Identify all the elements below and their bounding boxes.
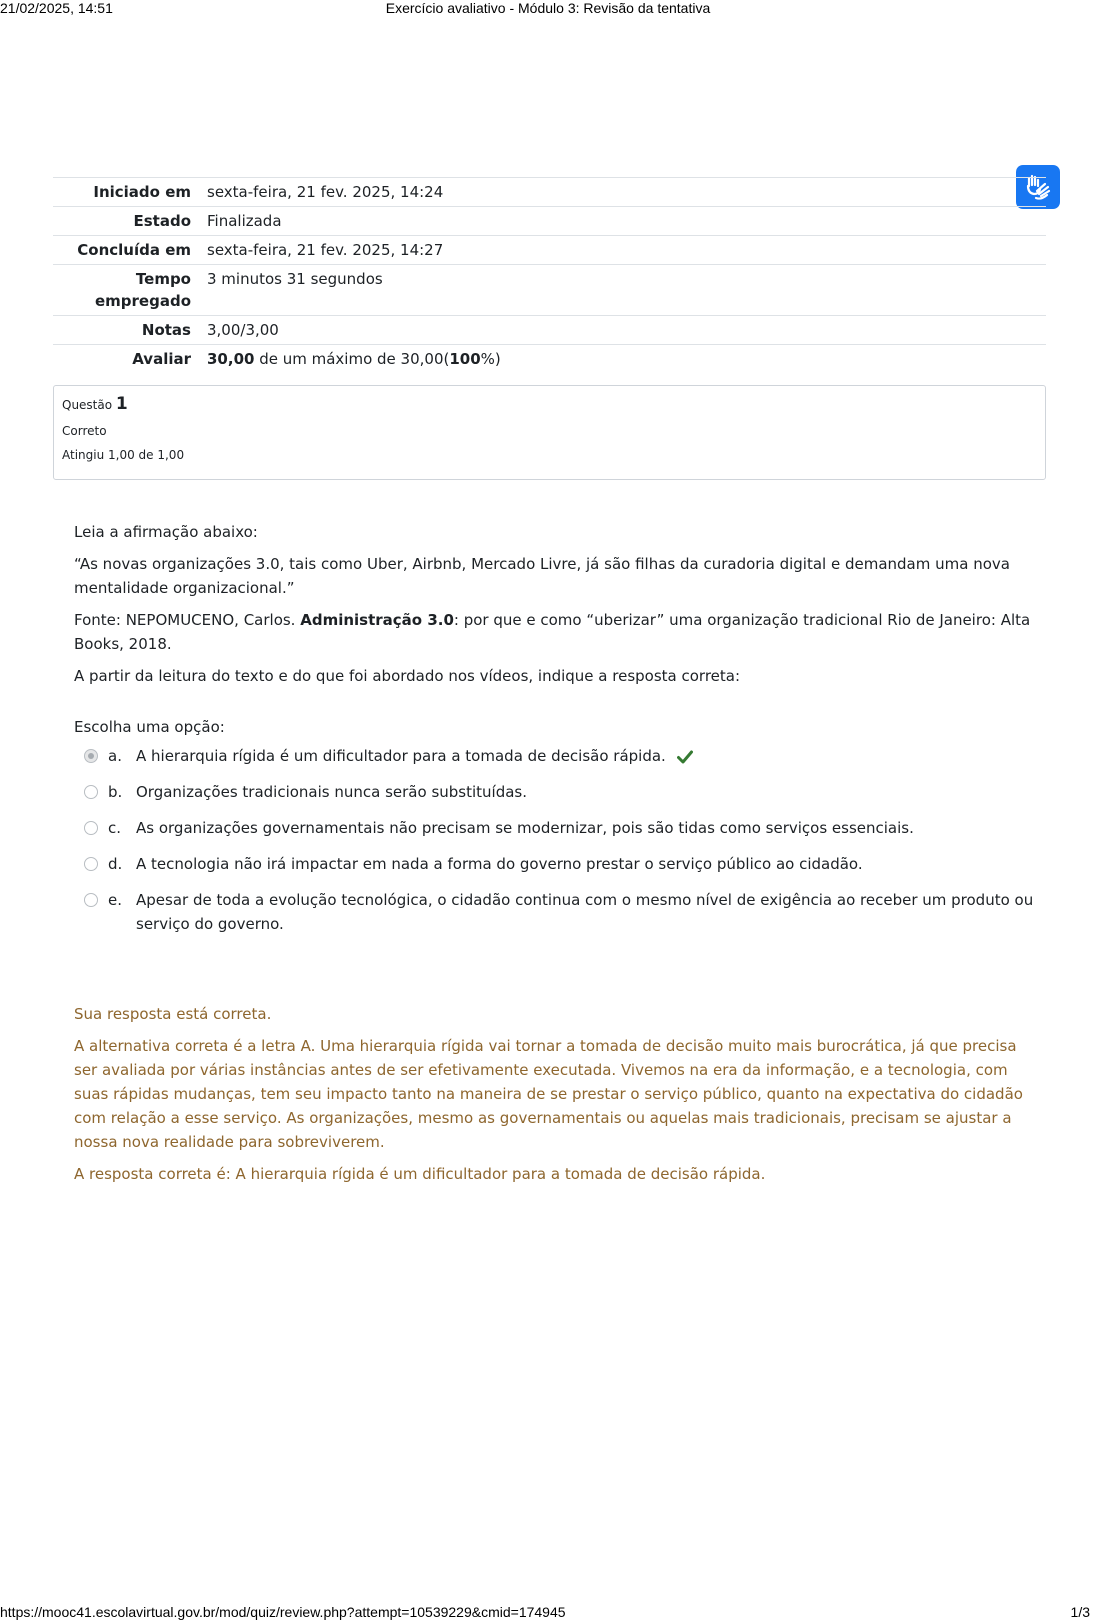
print-page-number: 1/3	[1070, 1604, 1090, 1620]
state-value: Finalizada	[207, 207, 1046, 236]
answer-options	[74, 716, 1034, 948]
question-number-value: 1	[115, 394, 128, 414]
feedback-section	[74, 1002, 1034, 1194]
option-text: A hierarquia rígida é um dificultador para a tomada de decisão rápida.	[136, 747, 666, 765]
source-title: Administração 3.0	[300, 611, 454, 629]
radio-c[interactable]	[84, 821, 98, 835]
print-header	[0, 0, 1096, 18]
grade-value	[207, 345, 1046, 374]
source-suffix: : por que e como “uberizar” uma organização tradicional Rio de Janeiro: Alta Books, 2018.	[74, 611, 1031, 653]
question-text	[74, 520, 1034, 696]
marks-label: Notas	[53, 316, 207, 345]
grade-end: %)	[480, 350, 501, 368]
option-b[interactable]	[74, 780, 1034, 804]
correct-check-icon	[677, 750, 693, 764]
option-a[interactable]	[74, 744, 1034, 768]
choose-option-prompt: Escolha uma opção:	[74, 718, 225, 736]
print-url: https://mooc41.escolavirtual.gov.br/mod/quiz/review.php?attempt=10539229&cmid=174945	[0, 1604, 566, 1620]
radio-d[interactable]	[84, 857, 98, 871]
question-quote: “As novas organizações 3.0, tais como Uber, Airbnb, Mercado Livre, já são filhas da curadoria digital e demandam uma nova mentalidade organizacional.”	[74, 555, 1010, 597]
time-taken-value: 3 minutos 31 segundos	[207, 265, 1046, 316]
completed-value: sexta-feira, 21 fev. 2025, 14:27	[207, 236, 1046, 265]
radio-a[interactable]	[84, 749, 98, 763]
option-text: As organizações governamentais não precisam se modernizar, pois são tidas como serviços essenciais.	[136, 819, 914, 837]
print-footer	[0, 1604, 1096, 1622]
radio-e[interactable]	[84, 893, 98, 907]
option-letter: b.	[108, 783, 123, 801]
marks-value: 3,00/3,00	[207, 316, 1046, 345]
option-text: Organizações tradicionais nunca serão substituídas.	[136, 783, 528, 801]
attempt-summary-table	[53, 177, 1046, 373]
state-label: Estado	[53, 207, 207, 236]
grade-mid: de um máximo de 30,00(	[254, 350, 450, 368]
question-prefix: Questão	[62, 398, 113, 412]
option-e[interactable]	[74, 888, 1034, 936]
option-letter: e.	[108, 891, 122, 909]
print-page-title: Exercício avaliativo - Módulo 3: Revisão da tentativa	[385, 0, 711, 16]
question-intro: Leia a afirmação abaixo:	[74, 523, 258, 541]
option-letter: c.	[108, 819, 122, 837]
option-text: A tecnologia não irá impactar em nada a forma do governo prestar o serviço público ao cidadão.	[136, 855, 863, 873]
completed-label: Concluída em	[53, 236, 207, 265]
option-c[interactable]	[74, 816, 1034, 840]
source-prefix: Fonte: NEPOMUCENO, Carlos.	[74, 611, 301, 629]
question-info-box	[53, 385, 1046, 480]
option-text: Apesar de toda a evolução tecnológica, o cidadão continua com o mesmo nível de exigência ao receber um produto ou serviço do governo.	[136, 891, 1034, 933]
feedback-right-answer: A resposta correta é: A hierarquia rígida é um dificultador para a tomada de decisão rápida.	[74, 1165, 766, 1183]
feedback-result: Sua resposta está correta.	[74, 1005, 272, 1023]
option-letter: a.	[108, 747, 122, 765]
grade-percent: 100	[449, 350, 481, 368]
feedback-explanation: A alternativa correta é a letra A. Uma hierarquia rígida vai tornar a tomada de decisão muito mais burocrática, já que precisa ser avaliada por várias instâncias antes de ser efetivamente executada. Vivemos na era da informação, e a tecnologia, com suas rápidas mudanças, tem seu impacto tanto na maneira de se prestar o serviço público, quanto na expectativa do cidadão com relação a esse serviço. As organizações, mesmo as governamentais ou aquelas mais tradicionais, precisam se ajustar a nossa nova realidade para sobreviverem.	[74, 1037, 1023, 1151]
grade-label: Avaliar	[53, 345, 207, 374]
time-taken-label	[53, 265, 207, 316]
started-label: Iniciado em	[53, 178, 207, 207]
print-datetime: 21/02/2025, 14:51	[0, 0, 113, 16]
option-letter: d.	[108, 855, 123, 873]
question-status: Correto	[62, 424, 107, 438]
question-instruction: A partir da leitura do texto e do que foi abordado nos vídeos, indique a resposta correta:	[74, 667, 741, 685]
radio-b[interactable]	[84, 785, 98, 799]
started-value: sexta-feira, 21 fev. 2025, 14:24	[207, 178, 1046, 207]
question-number	[62, 394, 1037, 414]
question-mark: Atingiu 1,00 de 1,00	[62, 448, 185, 462]
question-source	[74, 608, 1034, 656]
time-label-line2: empregado	[94, 292, 191, 310]
time-label-line1: Tempo	[135, 270, 191, 288]
grade-score: 30,00	[207, 350, 255, 368]
option-d[interactable]	[74, 852, 1034, 876]
